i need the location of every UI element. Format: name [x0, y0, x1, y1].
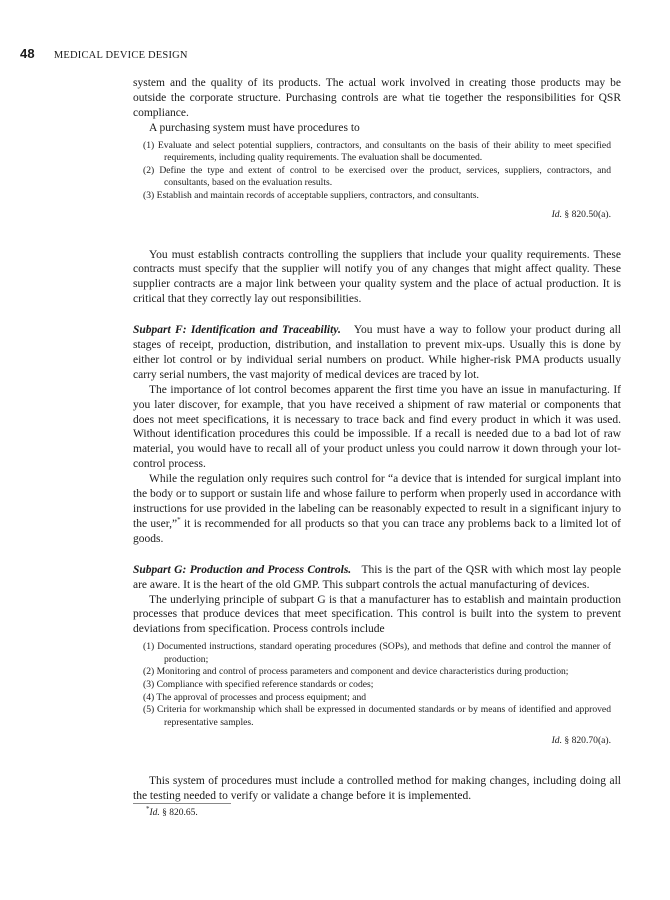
- citation-id: Id.: [551, 735, 562, 747]
- list-item: (4) The approval of processes and process equipment; and: [143, 691, 367, 703]
- citation-820-70: [133, 734, 611, 749]
- subpart-f-heading: Subpart F: Identification and Traceability.: [133, 324, 341, 337]
- citation-ref: § 820.50(a).: [561, 208, 611, 220]
- running-head: MEDICAL DEVICE DESIGN: [53, 50, 188, 61]
- list-item: (3) Compliance with specified reference standards or codes;: [143, 679, 374, 691]
- footnote: [146, 804, 198, 818]
- subpart-g-text: This is the part of the QSR with which most lay people are aware. It is the heart of the old GMP. This subpart controls the actual manufacturing of devices.: [133, 563, 621, 591]
- footnote-id: Id.: [149, 808, 160, 818]
- list-item: (1) Evaluate and select potential suppliers, contractors, and consultants on the basis of their ability to meet specified requirements, including quality requirements. The evaluation shall be documented.: [143, 139, 611, 164]
- paragraph-supplier-contracts: You must establish contracts controlling the suppliers that include your quality requirements. These contracts must specify that the supplier will notify you of any changes that might affect quality. These supplier contracts are a major link between your quality system and the place of actual production. It is critical that they correctly lay out responsibilities.: [133, 248, 621, 306]
- list-item: (1) Documented instructions, standard operating procedures (SOPs), and methods that define and control the manner of production;: [143, 641, 611, 665]
- paragraph-subpart-f: [133, 323, 621, 383]
- regulation-recommendation: it is recommended for all products so that you can trace any problems back to a limited lot of goods.: [133, 517, 621, 545]
- paragraph-purchasing-intro: system and the quality of its products. The actual work involved in creating those products may be outside the corporate structure. Purchasing controls are what tie together the responsibilities for QSR compliance.: [133, 77, 621, 119]
- footnote-mark: *: [146, 804, 150, 813]
- paragraph-change-control: This system of procedures must include a controlled method for making changes, including doing all the testing needed to verify or validate a change before it is implemented.: [133, 775, 621, 803]
- footnote-divider: [133, 803, 231, 804]
- page-body: [133, 76, 621, 804]
- footnote-marker: *: [177, 516, 181, 525]
- paragraph-subpart-g: [133, 563, 621, 593]
- paragraph-subpart-g-principle: The underlying principle of subpart G is that a manufacturer has to establish and maintain production processes that produce devices that meet specification. This control is built into the system to prevent deviations from specification. Process controls include: [133, 593, 621, 636]
- subpart-f-text: You must have a way to follow your product during all stages of receipt, production, distribution, and installation to prevent mix-ups. Usually this is done by either lot control or by individual serial numbers on product. While higher-risk PMA products usually carry serial numbers, the vast majority of medical devices are traced by lot.: [133, 324, 621, 381]
- list-item: (3) Establish and maintain records of acceptable suppliers, contractors, and consultants.: [143, 190, 479, 201]
- page-number: 48: [20, 46, 35, 61]
- paragraph-regulation-scope: [133, 472, 621, 547]
- footnote-ref: § 820.65.: [159, 808, 198, 818]
- citation-820-50: [133, 208, 611, 223]
- paragraph-lot-control: The importance of lot control becomes apparent the first time you have an issue in manufacturing. If you later discover, for example, that you have received a shipment of raw material or components that does not meet specifications, it is necessary to trace back and find every product in which it was used. Without identification procedures this could be impossible. If a recall is needed due to a bad lot of raw material, you would have to recall all of your product unless you could narrow it down through your lot-control process.: [133, 383, 621, 471]
- citation-id: Id.: [551, 208, 562, 220]
- process-controls-list: [133, 641, 621, 729]
- list-item: (5) Criteria for workmanship which shall be expressed in documented standards or by means of identified and approved representative samples.: [143, 704, 611, 728]
- page-header: [20, 46, 188, 61]
- regulation-quote: While the regulation only requires such control for “a device that is intended for surgical implant into the body or to support or sustain life and whose failure to perform when properly used in accordance with instructions for use provided in the labeling can be reasonably expected to result in a significant injury to the user,”: [133, 473, 621, 530]
- subpart-g-heading: Subpart G: Production and Process Controls.: [133, 563, 352, 576]
- paragraph-purchasing-system: A purchasing system must have procedures to: [149, 121, 360, 134]
- list-item: (2) Monitoring and control of process parameters and component and device characteristics during production;: [143, 666, 569, 678]
- list-item: (2) Define the type and extent of control to be exercised over the product, services, suppliers, contractors, and consultants, based on the evaluation results.: [143, 164, 611, 189]
- citation-ref: § 820.70(a).: [561, 735, 611, 747]
- purchasing-requirements-list: [133, 140, 621, 203]
